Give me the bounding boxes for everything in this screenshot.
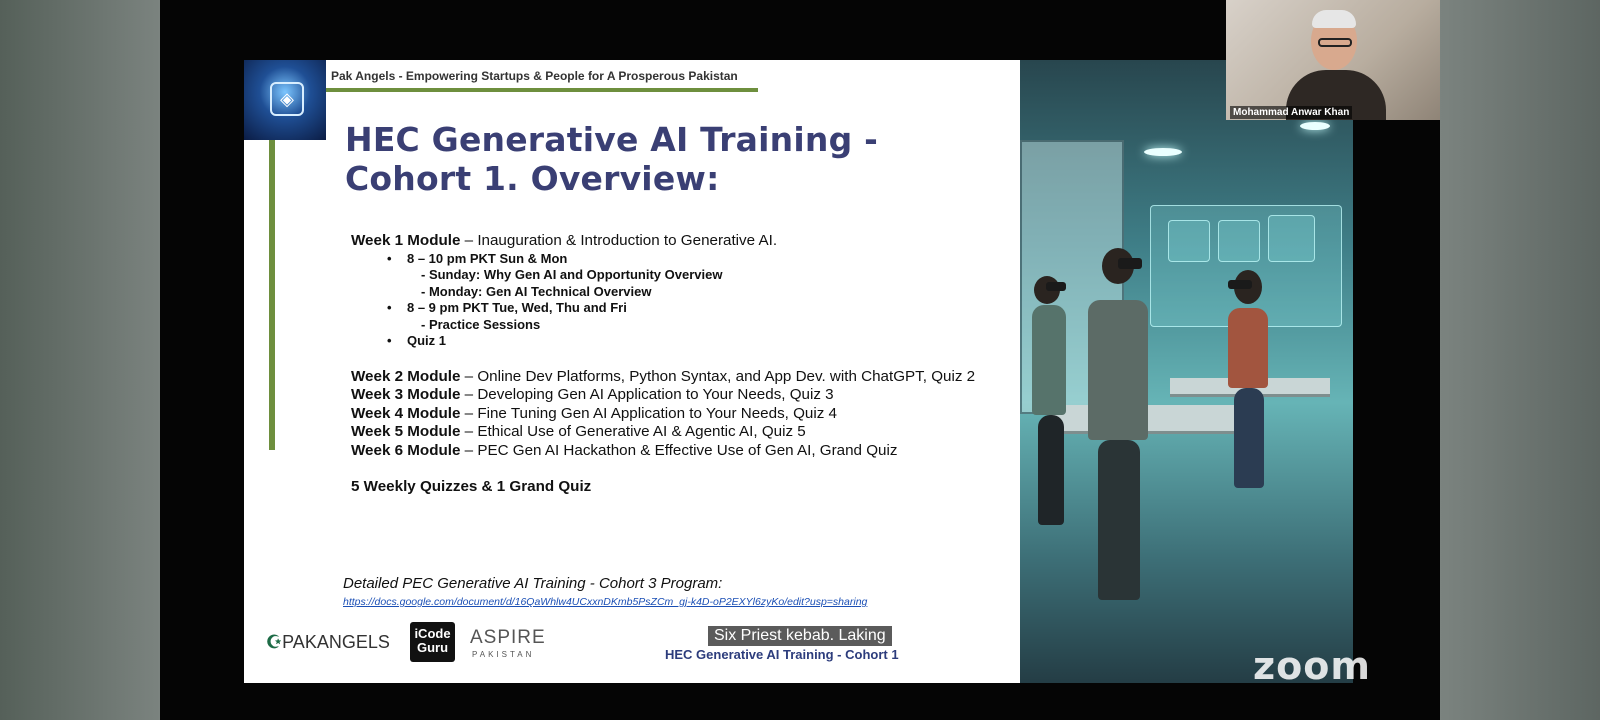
slide-title-line-1: HEC Generative AI Training - [345,120,878,159]
ai-chip-icon: ◈ [270,82,304,116]
icode-line-2: Guru [416,640,449,655]
bullet-text: Quiz 1 [407,333,447,348]
ceiling-light [1300,122,1330,130]
desk [1050,405,1250,434]
week-label: Week 6 Module [351,441,461,459]
week-text: – Fine Tuning Gen AI Application to Your Needs, Quiz 4 [460,404,837,422]
week-1-text: – Inauguration & Introduction to Generative AI. [460,232,778,249]
pakangels-prefix: PAK [282,632,317,652]
week-label: Week 2 Module [351,367,461,385]
student-figure [1032,305,1066,415]
background-left [0,0,160,720]
week-1-bullet-3 [351,333,1021,350]
student-legs [1038,415,1064,525]
zoom-watermark: zoom [1253,644,1371,688]
week-row [351,423,1021,442]
student-legs [1234,388,1264,488]
week-text: – Developing Gen AI Application to Your Needs, Quiz 3 [460,386,834,403]
week-row [351,442,1021,461]
week-label: Week 4 Module [351,404,461,422]
live-caption: Six Priest kebab. Laking [708,626,892,646]
slide-tagline: Pak Angels - Empowering Startups & People for A Prosperous Pakistan [331,69,738,83]
week-1-label: Week 1 Module [351,232,461,249]
ai-hand-logo [244,60,326,140]
shared-slide [244,60,1021,683]
participant-video-tile[interactable] [1226,0,1440,120]
ceiling-light [1144,148,1182,156]
week-text: – Online Dev Platforms, Python Syntax, and App Dev. with ChatGPT, Quiz 2 [460,367,976,385]
slide-title-line-2: Cohort 1. Overview: [345,159,720,198]
accent-bar-vertical [269,140,275,450]
icode-guru-logo [410,622,455,662]
pakangels-logo: ☪PAKANGELS [266,632,390,652]
pakangels-suffix: ANGELS [316,632,390,652]
week-1-bullet-1 [351,251,1021,268]
week-label: Week 3 Module [351,386,461,403]
accent-bar-horizontal [326,88,758,92]
slide-footer-title: HEC Generative AI Training - Cohort 1 [665,647,899,662]
week-label: Week 5 Module [351,423,461,440]
detail-label: Detailed PEC Generative AI Training - Cohort 3 Program: [343,575,723,592]
spacer [351,350,1021,368]
student-figure [1228,308,1268,388]
week-1-bullet-2 [351,300,1021,317]
week-1-row [351,232,1021,251]
slide-title [345,120,965,198]
background-right [1440,0,1600,720]
aspire-logo-sub: PAKISTAN [472,650,535,659]
vr-headset-icon [1118,258,1142,269]
week-row [351,405,1021,424]
bullet-dot: • [387,250,392,266]
program-link[interactable]: https://docs.google.com/document/d/16QaWhlw4UCxxnDKmb5PsZCm_gj-k4D-oP2EXYl6zyKo/edit?usp=sharing [343,596,868,608]
vr-headset-icon [1228,280,1252,289]
bullet-dot: • [387,333,392,348]
vr-headset-icon [1046,282,1066,291]
participant-hair [1312,10,1356,28]
week-1-practice: - Practice Sessions [421,316,541,332]
quiz-total: 5 Weekly Quizzes & 1 Grand Quiz [351,478,592,495]
student-figure [1088,300,1148,440]
hologram-tile [1268,215,1315,262]
agenda [351,232,1021,495]
bullet-dot: • [387,300,392,315]
bullet-text: 8 – 10 pm PKT Sun & Mon [407,250,568,266]
participant-name: Mohammad Anwar Khan [1230,106,1352,119]
week-1-sunday: - Sunday: Why Gen AI and Opportunity Overview [421,267,723,282]
vr-classroom-image [1020,60,1353,683]
student-legs [1098,440,1140,600]
icode-line-1: iCode [414,626,451,641]
bullet-text: 8 – 9 pm PKT Tue, Wed, Thu and Fri [407,300,627,315]
hologram-tile [1168,220,1210,262]
week-text: – Ethical Use of Generative AI & Agentic AI, Quiz 5 [460,423,806,440]
week-row [351,368,1021,387]
week-1-monday: - Monday: Gen AI Technical Overview [421,283,652,299]
week-text: – PEC Gen AI Hackathon & Effective Use of Gen AI, Grand Quiz [460,441,898,459]
glasses-icon [1318,38,1352,47]
aspire-logo: ASPIRE [470,627,546,648]
week-row [351,386,1021,405]
hologram-tile [1218,220,1260,262]
